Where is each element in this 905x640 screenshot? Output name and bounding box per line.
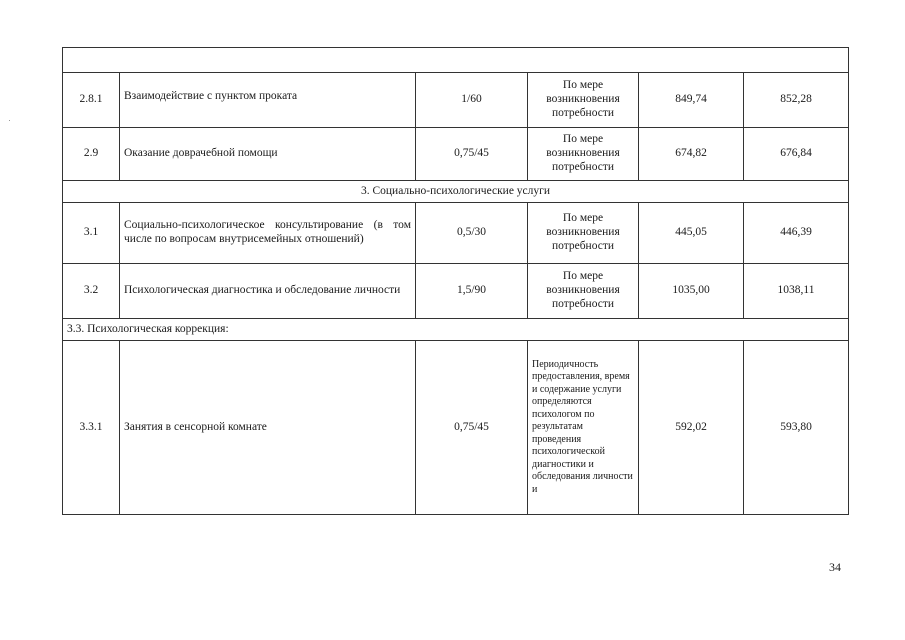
time-norm: 1,5/90 bbox=[416, 264, 528, 319]
service-name: Оказание доврачебной помощи bbox=[120, 128, 416, 181]
scan-speck bbox=[9, 120, 10, 121]
service-number: 2.8.1 bbox=[63, 73, 120, 128]
price-1: 592,02 bbox=[639, 341, 744, 515]
service-name: Взаимодействие с пунктом проката bbox=[120, 73, 416, 128]
section-title: 3. Социально-психологические услуги bbox=[63, 181, 849, 203]
table-row-blank bbox=[63, 48, 849, 73]
service-number: 3.3.1 bbox=[63, 341, 120, 515]
service-name: Социально-психологическое консультирование (в том числе по вопросам внутрисемейных отношений) bbox=[120, 203, 416, 264]
services-tariff-table bbox=[62, 47, 849, 515]
subsection-title: 3.3. Психологическая коррекция: bbox=[63, 319, 849, 341]
table-row bbox=[63, 264, 849, 319]
service-frequency: По мере возникновения потребности bbox=[528, 264, 639, 319]
subsection-row bbox=[63, 319, 849, 341]
time-norm: 0,75/45 bbox=[416, 341, 528, 515]
service-number: 2.9 bbox=[63, 128, 120, 181]
blank-cell bbox=[63, 48, 849, 73]
time-norm: 0,75/45 bbox=[416, 128, 528, 181]
price-1: 1035,00 bbox=[639, 264, 744, 319]
price-2: 1038,11 bbox=[744, 264, 849, 319]
table-row bbox=[63, 341, 849, 515]
price-2: 676,84 bbox=[744, 128, 849, 181]
service-number: 3.1 bbox=[63, 203, 120, 264]
section-row bbox=[63, 181, 849, 203]
service-frequency: Периодичность предоставления, время и содержание услуги определяются психологом по результатам проведения психологической диагностики и обследования личности и bbox=[528, 341, 639, 515]
time-norm: 0,5/30 bbox=[416, 203, 528, 264]
table-row bbox=[63, 203, 849, 264]
price-2: 593,80 bbox=[744, 341, 849, 515]
time-norm: 1/60 bbox=[416, 73, 528, 128]
price-2: 852,28 bbox=[744, 73, 849, 128]
price-1: 849,74 bbox=[639, 73, 744, 128]
price-2: 446,39 bbox=[744, 203, 849, 264]
page-number: 34 bbox=[829, 560, 841, 574]
service-frequency: По мере возникновения потребности bbox=[528, 128, 639, 181]
service-name: Психологическая диагностика и обследование личности bbox=[120, 264, 416, 319]
service-frequency: По мере возникновения потребности bbox=[528, 203, 639, 264]
price-1: 445,05 bbox=[639, 203, 744, 264]
price-1: 674,82 bbox=[639, 128, 744, 181]
service-number: 3.2 bbox=[63, 264, 120, 319]
table-row bbox=[63, 128, 849, 181]
service-name: Занятия в сенсорной комнате bbox=[120, 341, 416, 515]
service-frequency: По мере возникновения потребности bbox=[528, 73, 639, 128]
table-row bbox=[63, 73, 849, 128]
